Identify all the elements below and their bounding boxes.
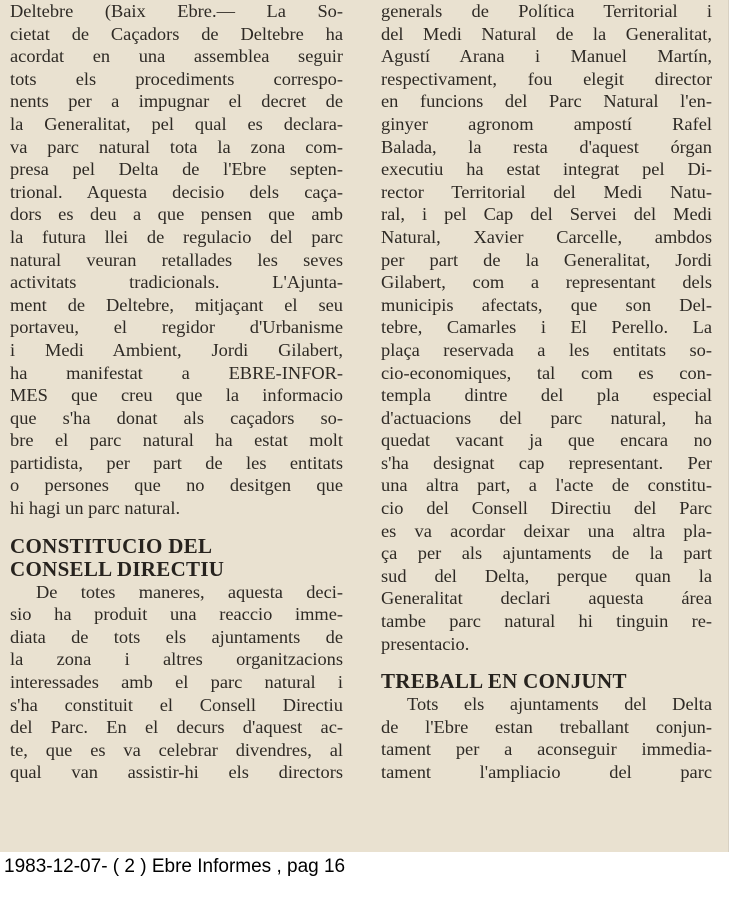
text-line: sud del Delta, perque quan la	[381, 565, 712, 586]
text-line: presa pel Delta de l'Ebre septen-	[10, 159, 343, 180]
section-heading-line: CONSTITUCIO DEL	[10, 533, 213, 558]
text-line: del Medi Natural de la Generalitat,	[381, 23, 712, 44]
text-line: MES que creu que la informacio	[10, 385, 343, 406]
text-line: respectivament, fou elegit director	[381, 68, 712, 89]
text-line: Balada, la resta d'aquest órgan	[381, 136, 712, 157]
section-heading-constitucio	[10, 535, 343, 581]
text-line: Deltebre (Baix Ebre.— La So-	[10, 1, 343, 21]
left-paragraph-2	[10, 581, 343, 784]
text-line: la zona i altres organitzacions	[10, 649, 343, 670]
text-line: executiu ha estat integrat pel Di-	[381, 159, 712, 180]
text-line: quedat vacant ja que encara no	[381, 430, 712, 451]
left-paragraph-1	[10, 0, 343, 520]
text-line: o persones que no desitgen que	[10, 475, 343, 496]
text-line: Natural, Xavier Carcelle, ambdos	[381, 226, 712, 247]
text-line: activitats tradicionals. L'Ajunta-	[10, 272, 343, 293]
text-line: tament l'ampliacio del parc	[381, 762, 712, 782]
text-line: generals de Política Territorial i	[381, 1, 712, 21]
text-line: plaça reservada a les entitats so-	[381, 339, 712, 360]
text-line: nents per a impugnar el decret de	[10, 91, 343, 112]
text-line: templa dintre del pla especial	[381, 385, 712, 406]
text-line: Generalitat declari aquesta área	[381, 588, 712, 609]
text-line: tambe parc natural hi tinguin re-	[381, 611, 712, 632]
left-column	[10, 0, 343, 852]
text-line: ha manifestat a EBRE-INFOR-	[10, 362, 343, 383]
text-line: bre el parc natural ha estat molt	[10, 430, 343, 451]
text-line: ça per als ajuntaments de la part	[381, 543, 712, 564]
text-line: la futura llei de regulacio del parc	[10, 226, 343, 247]
text-line: partidista, per part de les entitats	[10, 452, 343, 473]
text-line: sio ha produit una reaccio imme-	[10, 604, 343, 625]
clipping-caption: 1983-12-07- ( 2 ) Ebre Informes , pag 16	[4, 856, 346, 877]
section-heading-line: TREBALL EN CONJUNT	[381, 669, 627, 694]
text-line: cio-economiques, tal com es con-	[381, 362, 712, 383]
text-line: que s'ha donat als caçadors so-	[10, 407, 343, 428]
text-line: rector Territorial del Medi Natu-	[381, 181, 712, 202]
text-line: tament per a aconseguir immedia-	[381, 739, 712, 760]
text-line: ral, i pel Cap del Servei del Medi	[381, 204, 712, 225]
text-line: municipis afectats, que son Del-	[381, 294, 712, 315]
text-line: hi hagi un parc natural.	[10, 498, 181, 519]
text-line: Agustí Arana i Manuel Martín,	[381, 46, 712, 67]
text-line: acordat en una assemblea seguir	[10, 46, 343, 67]
text-line: Tots els ajuntaments del Delta	[407, 694, 712, 715]
text-line: De totes maneres, aquesta deci-	[36, 581, 343, 602]
section-heading-treball	[381, 670, 712, 693]
text-line: te, que es va celebrar divendres, al	[10, 739, 343, 760]
text-line: dors es deu a que pensen que amb	[10, 204, 343, 225]
text-line: del Parc. En el decurs d'aquest ac-	[10, 717, 343, 738]
text-line: per part de la Generalitat, Jordi	[381, 249, 712, 270]
text-line: trional. Aquesta decisio dels caça-	[10, 181, 343, 202]
right-column	[381, 0, 712, 852]
text-line: la Generalitat, pel qual es declara-	[10, 113, 343, 134]
text-line: va parc natural tota la zona com-	[10, 136, 343, 157]
text-line: tots els procediments correspo-	[10, 68, 343, 89]
text-line: diata de tots els ajuntaments de	[10, 626, 343, 647]
right-paragraph-2	[381, 693, 712, 783]
text-line: presentacio.	[381, 633, 470, 654]
text-line: en funcions del Parc Natural l'en-	[381, 91, 712, 112]
text-line: ginyer agronom ampostí Rafel	[381, 113, 712, 134]
text-line: de l'Ebre estan treballant conjun-	[381, 716, 712, 737]
right-paragraph-1	[381, 0, 712, 655]
text-line: cio del Consell Directiu del Parc	[381, 498, 712, 519]
text-line: una altra part, a l'acte de constitu-	[381, 475, 712, 496]
text-line: interessades amb el parc natural i	[10, 672, 343, 693]
section-heading-line: CONSELL DIRECTIU	[10, 556, 225, 581]
text-line: tebre, Camarles i El Perello. La	[381, 317, 712, 338]
text-line: cietat de Caçadors de Deltebre ha	[10, 23, 343, 44]
text-line: portaveu, el regidor d'Urbanisme	[10, 317, 343, 338]
text-line: d'actuacions del parc natural, ha	[381, 407, 712, 428]
text-line: Gilabert, com a representant dels	[381, 272, 712, 293]
text-line: s'ha designat cap representant. Per	[381, 452, 712, 473]
text-line: i Medi Ambient, Jordi Gilabert,	[10, 339, 343, 360]
text-line: qual van assistir-hi els directors	[10, 762, 343, 783]
text-line: s'ha constituit el Consell Directiu	[10, 694, 343, 715]
text-line: natural veuran retallades les seves	[10, 249, 343, 270]
text-line: ment de Deltebre, mitjaçant el seu	[10, 294, 343, 315]
text-line: es va acordar deixar una altra pla-	[381, 520, 712, 541]
